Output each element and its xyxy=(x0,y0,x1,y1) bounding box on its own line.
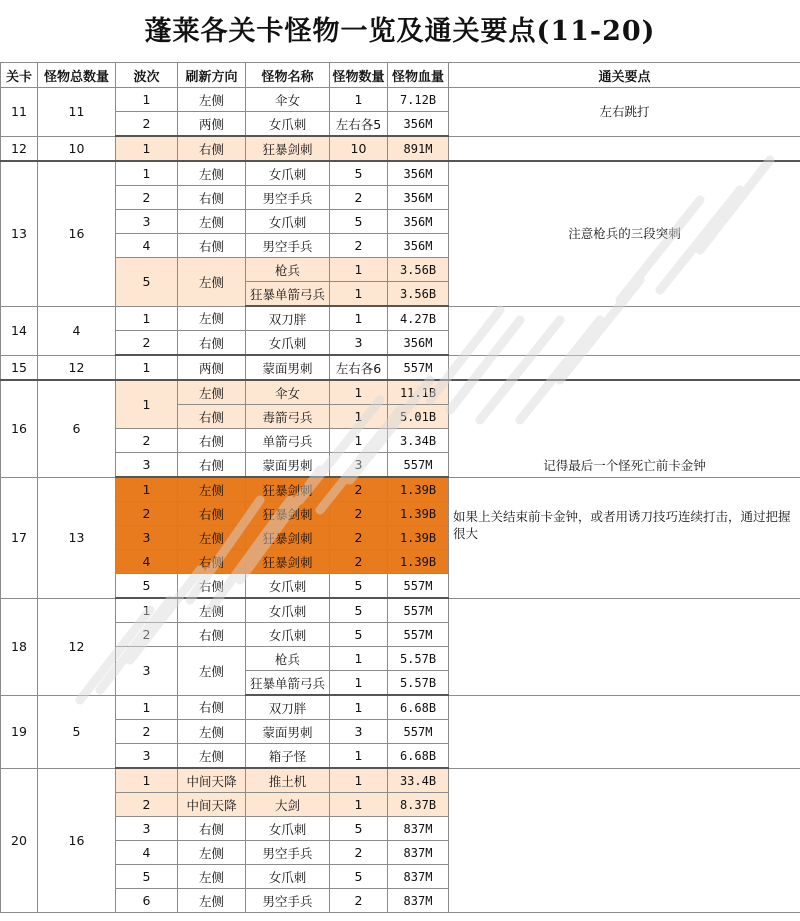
monster-count-cell: 2 xyxy=(330,186,388,210)
notes-cell xyxy=(449,136,800,161)
wave-cell: 3 xyxy=(116,453,178,478)
header-direction: 刷新方向 xyxy=(178,63,246,88)
monster-name-cell: 枪兵 xyxy=(246,258,330,282)
notes-cell: 记得最后一个怪死亡前卡金钟 xyxy=(449,380,800,477)
monster-count-cell: 1 xyxy=(330,671,388,696)
monster-name-cell: 大剑 xyxy=(246,793,330,817)
monster-count-cell: 2 xyxy=(330,889,388,913)
wave-cell: 1 xyxy=(116,306,178,331)
monster-hp-cell: 837M xyxy=(388,865,449,889)
monster-hp-cell: 356M xyxy=(388,331,449,356)
direction-cell: 中间天降 xyxy=(178,793,246,817)
total-cell: 16 xyxy=(38,768,116,913)
monster-hp-cell: 6.68B xyxy=(388,744,449,769)
table-row xyxy=(1,88,800,112)
monster-name-cell: 狂暴剑刺 xyxy=(246,136,330,161)
total-cell: 12 xyxy=(38,598,116,695)
direction-cell: 左侧 xyxy=(178,841,246,865)
direction-cell: 中间天降 xyxy=(178,768,246,793)
monster-count-cell: 3 xyxy=(330,453,388,478)
monster-table xyxy=(0,62,800,913)
monster-count-cell: 5 xyxy=(330,865,388,889)
total-cell: 12 xyxy=(38,355,116,380)
monster-hp-cell: 5.57B xyxy=(388,647,449,671)
monster-name-cell: 狂暴剑刺 xyxy=(246,477,330,502)
wave-cell: 3 xyxy=(116,817,178,841)
direction-cell: 右侧 xyxy=(178,234,246,258)
total-cell: 6 xyxy=(38,380,116,477)
monster-count-cell: 1 xyxy=(330,282,388,307)
monster-hp-cell: 11.1B xyxy=(388,380,449,405)
level-cell: 19 xyxy=(1,695,38,768)
header-notes: 通关要点 xyxy=(449,63,800,88)
direction-cell: 右侧 xyxy=(178,405,246,429)
level-cell: 20 xyxy=(1,768,38,913)
total-cell: 10 xyxy=(38,136,116,161)
monster-count-cell: 5 xyxy=(330,817,388,841)
direction-cell: 左侧 xyxy=(178,526,246,550)
direction-cell: 左侧 xyxy=(178,744,246,769)
monster-hp-cell: 557M xyxy=(388,453,449,478)
monster-hp-cell: 5.01B xyxy=(388,405,449,429)
header-monster-count: 怪物数量 xyxy=(330,63,388,88)
notes-cell xyxy=(449,355,800,380)
monster-count-cell: 1 xyxy=(330,88,388,112)
wave-cell: 4 xyxy=(116,841,178,865)
monster-name-cell: 枪兵 xyxy=(246,647,330,671)
wave-cell: 2 xyxy=(116,623,178,647)
table-row xyxy=(1,695,800,720)
monster-count-cell: 5 xyxy=(330,161,388,186)
wave-cell: 3 xyxy=(116,526,178,550)
monster-name-cell: 毒箭弓兵 xyxy=(246,405,330,429)
monster-hp-cell: 4.27B xyxy=(388,306,449,331)
wave-cell: 1 xyxy=(116,88,178,112)
wave-cell: 1 xyxy=(116,161,178,186)
monster-count-cell: 1 xyxy=(330,405,388,429)
monster-name-cell: 男空手兵 xyxy=(246,841,330,865)
table-row xyxy=(1,768,800,793)
wave-cell: 5 xyxy=(116,258,178,307)
monster-name-cell: 单箭弓兵 xyxy=(246,429,330,453)
monster-name-cell: 箱子怪 xyxy=(246,744,330,769)
direction-cell: 左侧 xyxy=(178,865,246,889)
wave-cell: 5 xyxy=(116,865,178,889)
monster-hp-cell: 7.12B xyxy=(388,88,449,112)
monster-name-cell: 蒙面男刺 xyxy=(246,720,330,744)
direction-cell: 右侧 xyxy=(178,574,246,599)
monster-name-cell: 狂暴剑刺 xyxy=(246,502,330,526)
page-title: 蓬莱各关卡怪物一览及通关要点(11-20) xyxy=(144,16,656,47)
direction-cell: 左侧 xyxy=(178,258,246,307)
monster-count-cell: 1 xyxy=(330,380,388,405)
monster-count-cell: 10 xyxy=(330,136,388,161)
direction-cell: 左侧 xyxy=(178,477,246,502)
notes-cell xyxy=(449,695,800,768)
monster-name-cell: 伞女 xyxy=(246,88,330,112)
level-cell: 15 xyxy=(1,355,38,380)
wave-cell: 1 xyxy=(116,477,178,502)
monster-count-cell: 5 xyxy=(330,210,388,234)
direction-cell: 左侧 xyxy=(178,647,246,696)
monster-name-cell: 女爪刺 xyxy=(246,623,330,647)
wave-cell: 1 xyxy=(116,598,178,623)
total-cell: 4 xyxy=(38,306,116,355)
direction-cell: 右侧 xyxy=(178,136,246,161)
direction-cell: 右侧 xyxy=(178,453,246,478)
table-row xyxy=(1,136,800,161)
monster-hp-cell: 33.4B xyxy=(388,768,449,793)
monster-name-cell: 推土机 xyxy=(246,768,330,793)
direction-cell: 右侧 xyxy=(178,623,246,647)
level-cell: 16 xyxy=(1,380,38,477)
monster-name-cell: 蒙面男刺 xyxy=(246,355,330,380)
table-row xyxy=(1,477,800,502)
monster-name-cell: 女爪刺 xyxy=(246,865,330,889)
monster-hp-cell: 1.39B xyxy=(388,526,449,550)
monster-name-cell: 蒙面男刺 xyxy=(246,453,330,478)
direction-cell: 右侧 xyxy=(178,429,246,453)
notes-cell: 注意枪兵的三段突刺 xyxy=(449,161,800,306)
direction-cell: 右侧 xyxy=(178,331,246,356)
wave-cell: 2 xyxy=(116,502,178,526)
monster-hp-cell: 837M xyxy=(388,889,449,913)
monster-hp-cell: 5.57B xyxy=(388,671,449,696)
monster-count-cell: 1 xyxy=(330,306,388,331)
level-cell: 17 xyxy=(1,477,38,598)
wave-cell: 1 xyxy=(116,768,178,793)
wave-cell: 1 xyxy=(116,695,178,720)
monster-hp-cell: 356M xyxy=(388,234,449,258)
header-monster-name: 怪物名称 xyxy=(246,63,330,88)
monster-count-cell: 1 xyxy=(330,793,388,817)
monster-name-cell: 女爪刺 xyxy=(246,574,330,599)
monster-count-cell: 1 xyxy=(330,647,388,671)
wave-cell: 2 xyxy=(116,720,178,744)
direction-cell: 两侧 xyxy=(178,355,246,380)
monster-name-cell: 男空手兵 xyxy=(246,889,330,913)
monster-hp-cell: 1.39B xyxy=(388,477,449,502)
total-cell: 16 xyxy=(38,161,116,306)
direction-cell: 右侧 xyxy=(178,817,246,841)
wave-cell: 1 xyxy=(116,380,178,429)
direction-cell: 左侧 xyxy=(178,889,246,913)
monster-name-cell: 女爪刺 xyxy=(246,161,330,186)
total-cell: 5 xyxy=(38,695,116,768)
header-monster-hp: 怪物血量 xyxy=(388,63,449,88)
monster-name-cell: 狂暴单箭弓兵 xyxy=(246,671,330,696)
monster-hp-cell: 3.56B xyxy=(388,258,449,282)
monster-name-cell: 男空手兵 xyxy=(246,234,330,258)
table-row xyxy=(1,161,800,186)
monster-count-cell: 5 xyxy=(330,623,388,647)
monster-hp-cell: 557M xyxy=(388,598,449,623)
wave-cell: 1 xyxy=(116,136,178,161)
monster-count-cell: 左右各6 xyxy=(330,355,388,380)
monster-count-cell: 2 xyxy=(330,234,388,258)
monster-name-cell: 女爪刺 xyxy=(246,817,330,841)
monster-count-cell: 左右各5 xyxy=(330,112,388,137)
monster-hp-cell: 3.56B xyxy=(388,282,449,307)
monster-hp-cell: 837M xyxy=(388,841,449,865)
level-cell: 11 xyxy=(1,88,38,137)
notes-cell: 左右跳打 xyxy=(449,88,800,137)
direction-cell: 右侧 xyxy=(178,695,246,720)
wave-cell: 2 xyxy=(116,112,178,137)
direction-cell: 右侧 xyxy=(178,186,246,210)
wave-cell: 2 xyxy=(116,793,178,817)
wave-cell: 3 xyxy=(116,210,178,234)
header-total: 怪物总数量 xyxy=(38,63,116,88)
direction-cell: 左侧 xyxy=(178,380,246,405)
monster-name-cell: 双刀胖 xyxy=(246,695,330,720)
direction-cell: 左侧 xyxy=(178,161,246,186)
table-row xyxy=(1,598,800,623)
wave-cell: 1 xyxy=(116,355,178,380)
table-row xyxy=(1,306,800,331)
wave-cell: 3 xyxy=(116,744,178,769)
monster-name-cell: 狂暴单箭弓兵 xyxy=(246,282,330,307)
direction-cell: 左侧 xyxy=(178,306,246,331)
wave-cell: 2 xyxy=(116,186,178,210)
level-cell: 18 xyxy=(1,598,38,695)
monster-hp-cell: 1.39B xyxy=(388,550,449,574)
direction-cell: 右侧 xyxy=(178,502,246,526)
monster-count-cell: 1 xyxy=(330,695,388,720)
monster-hp-cell: 557M xyxy=(388,574,449,599)
monster-count-cell: 1 xyxy=(330,768,388,793)
wave-cell: 4 xyxy=(116,550,178,574)
direction-cell: 左侧 xyxy=(178,88,246,112)
monster-hp-cell: 6.68B xyxy=(388,695,449,720)
table-row xyxy=(1,355,800,380)
monster-hp-cell: 837M xyxy=(388,817,449,841)
monster-hp-cell: 1.39B xyxy=(388,502,449,526)
monster-count-cell: 2 xyxy=(330,841,388,865)
wave-cell: 2 xyxy=(116,331,178,356)
notes-cell xyxy=(449,306,800,355)
direction-cell: 左侧 xyxy=(178,598,246,623)
total-cell: 11 xyxy=(38,88,116,137)
monster-hp-cell: 557M xyxy=(388,623,449,647)
header-level: 关卡 xyxy=(1,63,38,88)
monster-count-cell: 1 xyxy=(330,744,388,769)
monster-count-cell: 5 xyxy=(330,574,388,599)
monster-count-cell: 5 xyxy=(330,598,388,623)
monster-name-cell: 狂暴剑刺 xyxy=(246,550,330,574)
monster-count-cell: 1 xyxy=(330,429,388,453)
notes-cell xyxy=(449,598,800,695)
monster-count-cell: 3 xyxy=(330,331,388,356)
monster-count-cell: 2 xyxy=(330,550,388,574)
wave-cell: 6 xyxy=(116,889,178,913)
header-wave: 波次 xyxy=(116,63,178,88)
monster-hp-cell: 356M xyxy=(388,186,449,210)
level-cell: 12 xyxy=(1,136,38,161)
direction-cell: 两侧 xyxy=(178,112,246,137)
monster-hp-cell: 356M xyxy=(388,210,449,234)
monster-hp-cell: 356M xyxy=(388,161,449,186)
monster-hp-cell: 3.34B xyxy=(388,429,449,453)
total-cell: 13 xyxy=(38,477,116,598)
level-cell: 13 xyxy=(1,161,38,306)
notes-cell xyxy=(449,768,800,913)
monster-name-cell: 伞女 xyxy=(246,380,330,405)
monster-hp-cell: 557M xyxy=(388,355,449,380)
header-row xyxy=(1,63,800,88)
wave-cell: 2 xyxy=(116,429,178,453)
direction-cell: 右侧 xyxy=(178,550,246,574)
monster-name-cell: 女爪刺 xyxy=(246,598,330,623)
monster-hp-cell: 356M xyxy=(388,112,449,137)
monster-name-cell: 女爪刺 xyxy=(246,331,330,356)
monster-count-cell: 3 xyxy=(330,720,388,744)
monster-count-cell: 1 xyxy=(330,258,388,282)
wave-cell: 4 xyxy=(116,234,178,258)
notes-cell: 如果上关结束前卡金钟，或者用诱刀技巧连续打击，通过把握很大 xyxy=(449,477,800,598)
monster-count-cell: 2 xyxy=(330,502,388,526)
monster-hp-cell: 8.37B xyxy=(388,793,449,817)
monster-hp-cell: 557M xyxy=(388,720,449,744)
monster-count-cell: 2 xyxy=(330,477,388,502)
monster-name-cell: 双刀胖 xyxy=(246,306,330,331)
direction-cell: 左侧 xyxy=(178,210,246,234)
monster-hp-cell: 891M xyxy=(388,136,449,161)
monster-name-cell: 狂暴剑刺 xyxy=(246,526,330,550)
direction-cell: 左侧 xyxy=(178,720,246,744)
level-cell: 14 xyxy=(1,306,38,355)
wave-cell: 3 xyxy=(116,647,178,696)
wave-cell: 5 xyxy=(116,574,178,599)
monster-count-cell: 2 xyxy=(330,526,388,550)
monster-name-cell: 男空手兵 xyxy=(246,186,330,210)
monster-name-cell: 女爪刺 xyxy=(246,210,330,234)
monster-name-cell: 女爪刺 xyxy=(246,112,330,137)
table-row xyxy=(1,380,800,405)
